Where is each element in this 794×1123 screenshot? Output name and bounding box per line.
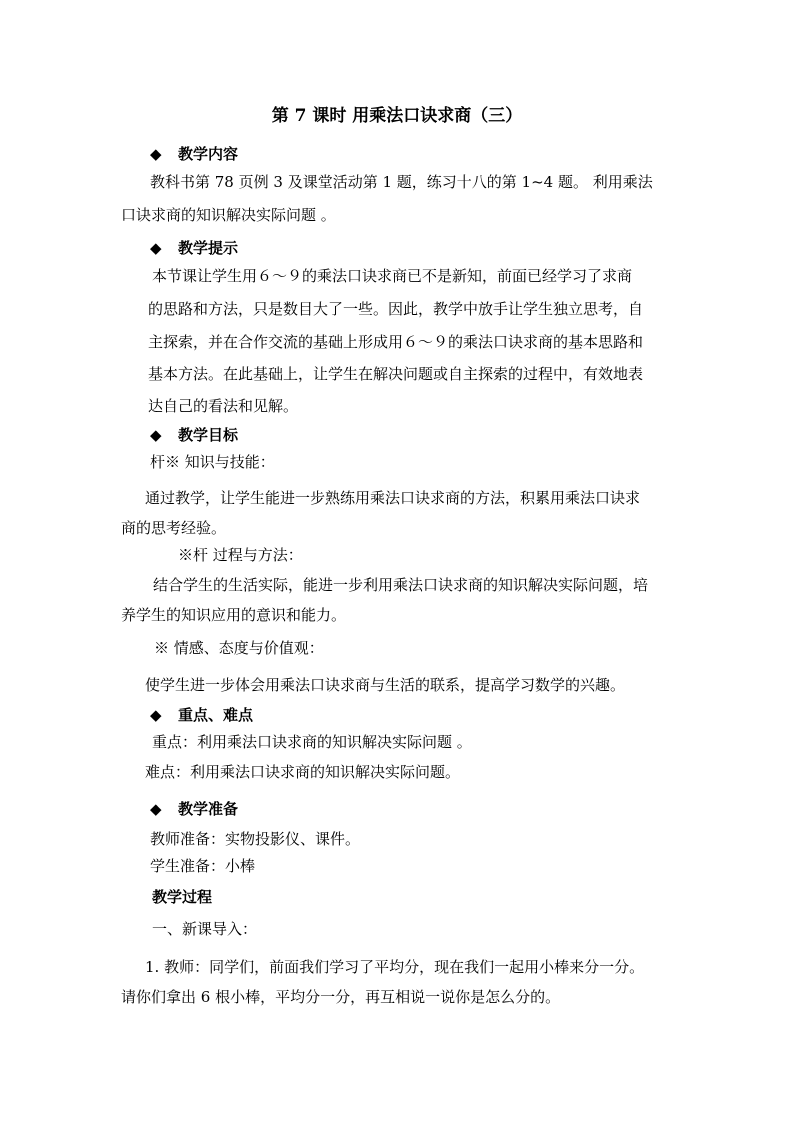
content-line-1: 教科书第 78 页例 3 及课堂活动第 1 题，练习十八的第 1~4 题。 利用乘法 (150, 173, 653, 191)
goals-sub-attitude: ※ 情感、态度与价值观： (154, 639, 324, 657)
heading-text: 教学准备 (178, 800, 239, 818)
goals-process-line-1: 结合学生的生活实际，能进一步利用乘法口诀求商的知识解决实际问题，培 (153, 576, 649, 594)
process-line-2: 请你们拿出 6 根小棒，平均分一分，再互相说一说你是怎么分的。 (121, 988, 561, 1006)
diamond-bullet-icon: ◆ (150, 706, 162, 724)
diamond-bullet-icon: ◆ (150, 800, 162, 818)
diamond-bullet-icon: ◆ (150, 145, 162, 163)
heading-text: 重点、难点 (178, 706, 254, 724)
prep-line-2: 学生准备：小棒 (150, 857, 256, 875)
section-heading-prep (150, 799, 238, 819)
diamond-bullet-icon: ◆ (150, 426, 162, 444)
goals-sub-process: ※杆 过程与方法： (178, 546, 303, 564)
section-heading-content (150, 144, 238, 164)
goals-sub-knowledge: 杆※ 知识与技能： (150, 453, 275, 471)
section-heading-hints (150, 238, 238, 258)
hints-line-1: 本节课让学生用６～９的乘法口诀求商已不是新知，前面已经学习了求商 (152, 267, 633, 285)
section-heading-goals (150, 425, 238, 445)
section-heading-keypoints (150, 705, 253, 725)
goals-knowledge-line-1: 通过教学，让学生能进一步熟练用乘法口诀求商的方法，积累用乘法口诀求 (145, 489, 641, 507)
keypoints-line-1: 重点：利用乘法口诀求商的知识解决实际问题 。 (152, 733, 472, 751)
prep-line-1: 教师准备：实物投影仪、课件。 (150, 830, 361, 848)
goals-attitude-line-1: 使学生进一步体会用乘法口诀求商与生活的联系，提高学习数学的兴趣。 (145, 676, 626, 694)
process-line-1: 1. 教师：同学们，前面我们学习了平均分，现在我们一起用小棒来分一分。 (145, 958, 645, 976)
hints-line-4: 基本方法。在此基础上，让学生在解决问题或自主探索的过程中，有效地表 (148, 365, 644, 383)
heading-text: 教学目标 (178, 426, 239, 444)
hints-line-2: 的思路和方法，只是数目大了一些。因此，教学中放手让学生独立思考，自 (148, 300, 644, 318)
goals-process-line-2: 养学生的知识应用的意识和能力。 (121, 606, 347, 624)
section-heading-process: 教学过程 (152, 888, 213, 906)
heading-text: 教学内容 (178, 145, 239, 163)
lesson-title: 第 7 课时 用乘法口诀求商（三） (271, 106, 523, 126)
content-line-2: 口诀求商的知识解决实际问题 。 (121, 206, 336, 224)
heading-text: 教学提示 (178, 239, 239, 257)
hints-line-3: 主探索，并在合作交流的基础上形成用６～９的乘法口诀求商的基本思路和 (148, 333, 644, 351)
keypoints-line-2: 难点：利用乘法口诀求商的知识解决实际问题。 (145, 763, 461, 781)
hints-line-5: 达自己的看法和见解。 (148, 397, 299, 415)
process-sub-intro: 一、新课导入： (152, 920, 258, 938)
diamond-bullet-icon: ◆ (150, 239, 162, 257)
goals-knowledge-line-2: 商的思考经验。 (121, 519, 227, 537)
